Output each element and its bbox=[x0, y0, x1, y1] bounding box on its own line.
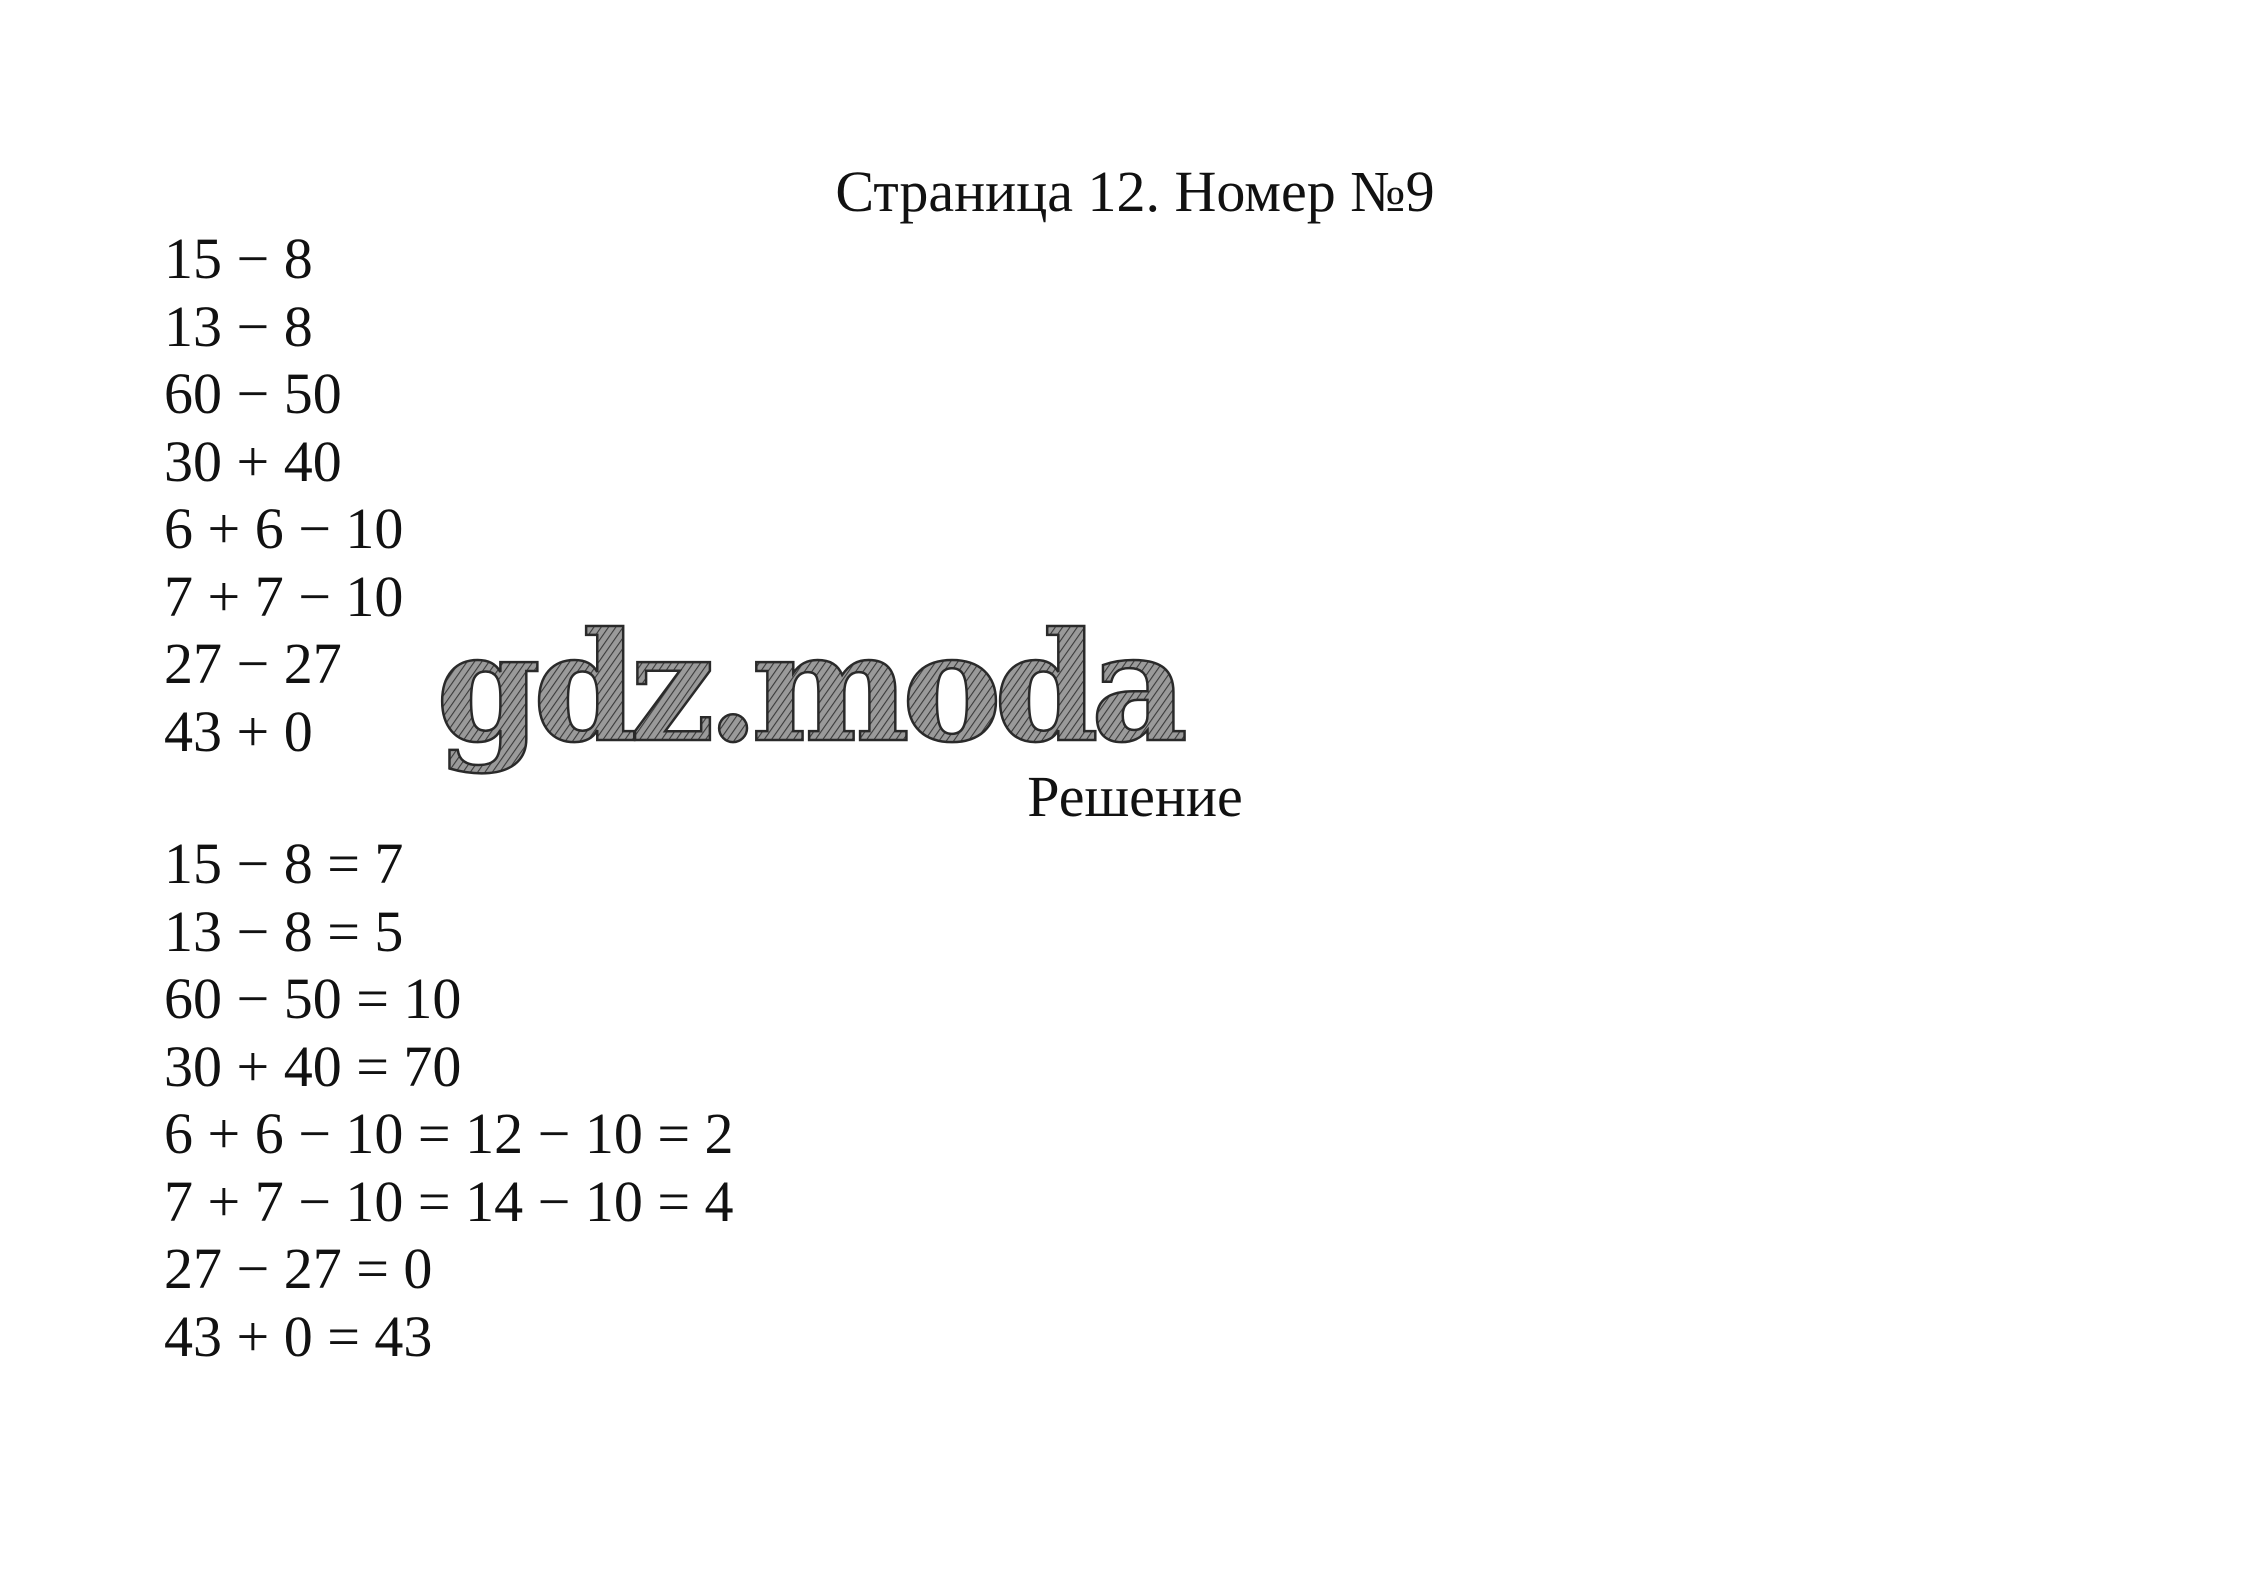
task-item: 13 − 8 bbox=[164, 293, 313, 359]
answer-item: 27 − 27 = 0 bbox=[164, 1236, 433, 1301]
page-title: Страница 12. Номер №9 bbox=[835, 159, 1435, 224]
solution-heading: Решение bbox=[1027, 764, 1243, 829]
answer-item: 13 − 8 = 5 bbox=[164, 898, 404, 964]
task-item: 7 + 7 − 10 bbox=[164, 563, 404, 629]
watermark-graphic bbox=[428, 600, 1181, 782]
answer-item: 30 + 40 = 70 bbox=[164, 1033, 462, 1099]
answer-item: 6 + 6 − 10 = 12 − 10 = 2 bbox=[164, 1101, 734, 1166]
task-list bbox=[164, 225, 403, 765]
task-item: 60 − 50 bbox=[164, 361, 342, 426]
watermark-text: gdz.moda bbox=[436, 600, 1181, 776]
answer-list bbox=[164, 830, 734, 1370]
task-item: 15 − 8 bbox=[164, 226, 313, 291]
task-item: 27 − 27 bbox=[164, 631, 342, 696]
watermark-logo bbox=[428, 600, 1181, 782]
task-item: 30 + 40 bbox=[164, 428, 342, 494]
answer-item: 43 + 0 = 43 bbox=[164, 1303, 433, 1369]
task-item: 6 + 6 − 10 bbox=[164, 496, 404, 561]
task-item: 43 + 0 bbox=[164, 698, 313, 764]
answer-item: 7 + 7 − 10 = 14 − 10 = 4 bbox=[164, 1168, 734, 1234]
answer-item: 60 − 50 = 10 bbox=[164, 966, 462, 1031]
answer-item: 15 − 8 = 7 bbox=[164, 831, 404, 896]
